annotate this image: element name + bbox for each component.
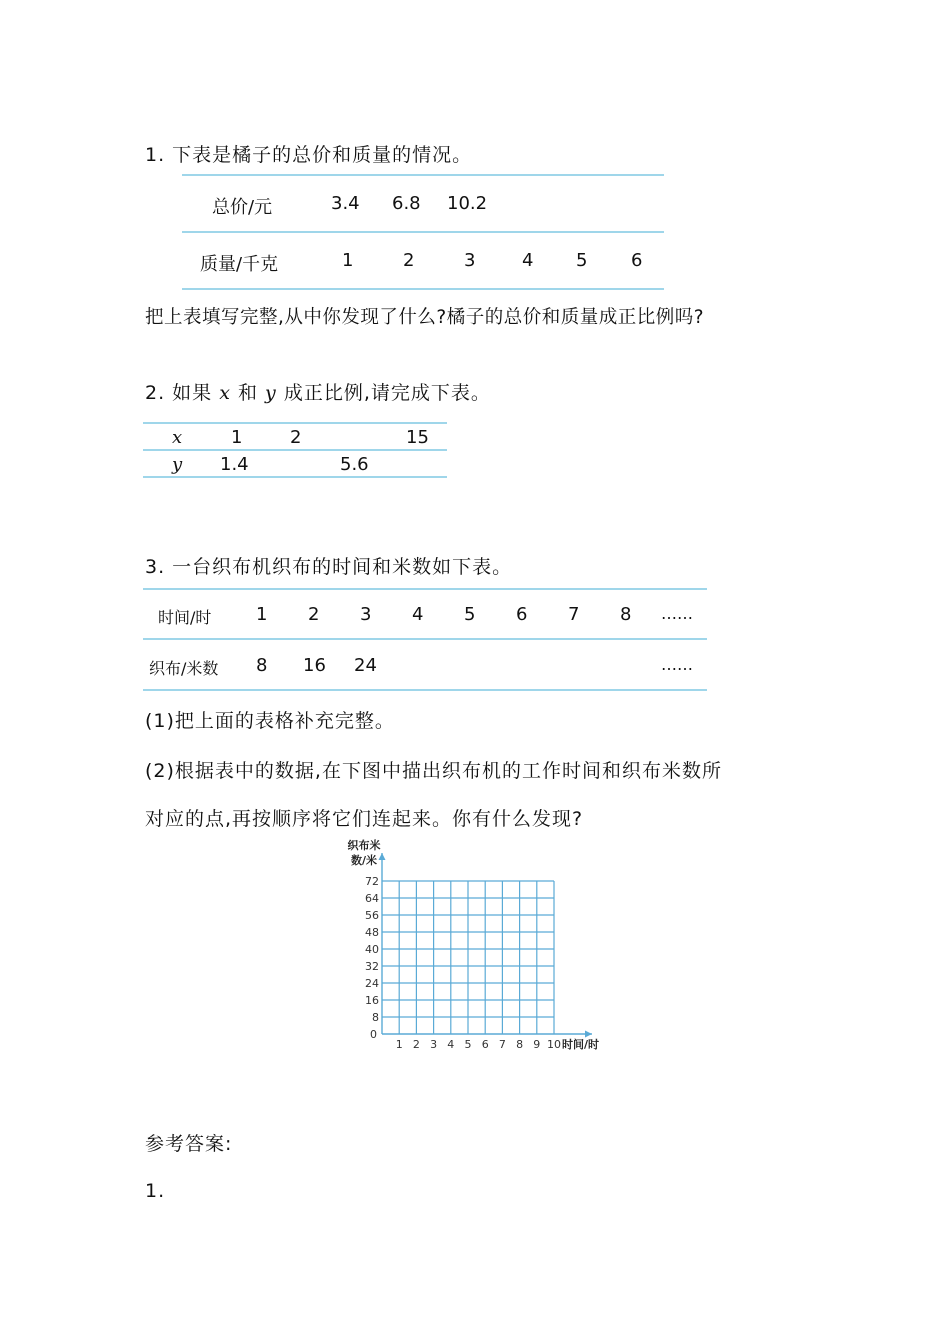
q2-var-y: y — [265, 382, 277, 404]
q1-row2-value: 1 — [342, 250, 354, 271]
q2-row-y-value: 1.4 — [220, 454, 249, 475]
q3-row1-value: 4 — [412, 604, 424, 625]
q1-row2-value: 5 — [576, 250, 588, 271]
y-tick-label: 64 — [365, 892, 379, 905]
q2-text-b: 和 — [237, 382, 258, 404]
q3-row1-value: 1 — [256, 604, 268, 625]
q3-row1-value: 6 — [516, 604, 528, 625]
origin-label: 0 — [370, 1028, 377, 1041]
q1-row2-value: 4 — [522, 250, 534, 271]
q2-row-x-value: 1 — [231, 427, 243, 448]
table-line — [143, 449, 447, 451]
y-tick-label: 8 — [372, 1011, 379, 1024]
q3-row1-label: 时间/时 — [158, 608, 212, 627]
q2-text-a: 2. 如果 — [145, 382, 213, 404]
q3-row1-value: 5 — [464, 604, 476, 625]
table-line — [143, 476, 447, 478]
q3-row2-label: 织布/米数 — [149, 659, 219, 678]
x-tick-label: 10 — [547, 1038, 561, 1051]
x-tick-label: 1 — [395, 1038, 403, 1051]
answers-heading: 参考答案: — [145, 1133, 233, 1155]
q3-row1-ellipsis: …… — [661, 604, 693, 623]
q2-row-x-label: x — [172, 427, 183, 448]
q3-sub1: (1)把上面的表格补充完整。 — [145, 710, 395, 732]
y-tick-label: 56 — [365, 909, 379, 922]
x-tick-label: 9 — [533, 1038, 541, 1051]
y-tick-label: 16 — [365, 994, 379, 1007]
q3-sub2-line2: 对应的点,再按顺序将它们连起来。你有什么发现? — [145, 808, 584, 830]
x-tick-label: 3 — [430, 1038, 438, 1051]
answers-item-1: 1. — [145, 1180, 166, 1202]
table-line — [143, 422, 447, 424]
table-line — [143, 689, 707, 691]
table-line — [182, 231, 664, 233]
y-tick-label: 72 — [365, 875, 379, 888]
q2-text — [145, 378, 491, 405]
x-tick-label: 2 — [412, 1038, 420, 1051]
q2-text-c: 成正比例,请完成下表。 — [283, 382, 491, 404]
q1-row1-label: 总价/元 — [212, 197, 273, 218]
table-line — [143, 638, 707, 640]
q2-row-y-label: y — [172, 454, 183, 475]
q1-row1-value: 10.2 — [447, 193, 488, 214]
table-line — [182, 288, 664, 290]
q2-row-x-value: 2 — [290, 427, 302, 448]
table-line — [143, 588, 707, 590]
chart-labels — [348, 838, 600, 1051]
q1-row2-label: 质量/千克 — [200, 254, 279, 275]
q2-row-x-value: 15 — [406, 427, 429, 448]
q3-row2-value: 8 — [256, 655, 268, 676]
q1-row1-value: 3.4 — [331, 193, 360, 214]
x-tick-label: 6 — [481, 1038, 489, 1051]
q1-row2-value: 6 — [631, 250, 643, 271]
y-axis-title: 织布米 — [347, 839, 381, 852]
table-line — [182, 174, 664, 176]
x-tick-label: 4 — [447, 1038, 455, 1051]
x-axis-title: 时间/时 — [562, 1038, 600, 1051]
y-tick-label: 40 — [365, 943, 379, 956]
q1-question: 把上表填写完整,从中你发现了什么?橘子的总价和质量成正比例吗? — [145, 307, 705, 328]
q1-row1-value: 6.8 — [392, 193, 421, 214]
q1-row2-value: 3 — [464, 250, 476, 271]
y-tick-label: 24 — [365, 977, 379, 990]
y-tick-label: 32 — [365, 960, 379, 973]
y-axis-arrow-icon — [379, 853, 386, 860]
y-tick-label: 48 — [365, 926, 379, 939]
q3-row2-value: 24 — [354, 655, 377, 676]
q2-row-y-value: 5.6 — [340, 454, 369, 475]
q2-var-x: x — [219, 382, 231, 404]
x-tick-label: 7 — [498, 1038, 506, 1051]
q3-row2-ellipsis: …… — [661, 655, 693, 674]
q1-text: 1. 下表是橘子的总价和质量的情况。 — [145, 144, 473, 166]
q3-row1-value: 3 — [360, 604, 372, 625]
q1-row2-value: 2 — [403, 250, 415, 271]
q3-text: 3. 一台织布机织布的时间和米数如下表。 — [145, 556, 513, 578]
q3-row1-value: 8 — [620, 604, 632, 625]
q3-row1-value: 2 — [308, 604, 320, 625]
y-axis-title: 数/米 — [350, 854, 378, 867]
q3-row1-value: 7 — [568, 604, 580, 625]
x-axis-arrow-icon — [585, 1031, 592, 1038]
grid-chart — [330, 835, 630, 1060]
x-tick-label: 5 — [464, 1038, 472, 1051]
q3-sub2-line1: (2)根据表中的数据,在下图中描出织布机的工作时间和织布米数所 — [145, 760, 722, 782]
x-tick-label: 8 — [516, 1038, 524, 1051]
chart-grid — [382, 881, 554, 1034]
q3-row2-value: 16 — [303, 655, 326, 676]
